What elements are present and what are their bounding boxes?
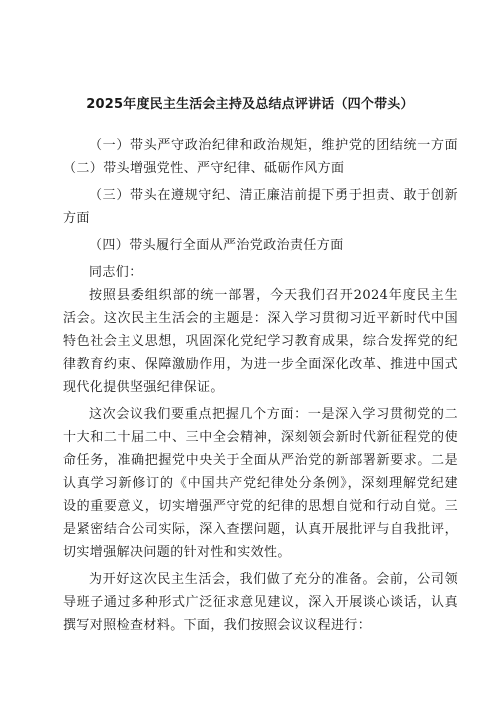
document-body <box>63 134 458 637</box>
section-heading-1-2: （一）带头严守政治纪律和政治规矩，维护党的团结统一方面（二）带头增强党性、严守纪律、砥砺作风方面 <box>63 138 458 176</box>
section-heading-4: （四）带头履行全面从严治党政治责任方面 <box>89 238 344 253</box>
greeting: 同志们： <box>89 265 143 280</box>
paragraph-1: 按照县委组织部的统一部署，今天我们召开2024年度民主生活会。这次民主生活会的主题是：深入学习贯彻习近平新时代中国特色社会主义思想，巩固深化党纪学习教育成果，综合发挥党的纪律教育约束、保障激励作用，为进一步全面深化改革、推进中国式现代化提供坚强纪律保证。 <box>63 288 458 395</box>
paragraph-3: 为开好这次民主生活会，我们做了充分的准备。会前，公司领导班子通过多种形式广泛征求意见建议，深入开展谈心谈话，认真撰写对照检查材料。下面，我们按照会议议程进行： <box>63 572 458 633</box>
document-title: 2025年度民主生活会主持及总结点评讲话（四个带头） <box>86 97 414 112</box>
paragraph-2: 这次会议我们要重点把握几个方面：一是深入学习贯彻党的二十大和二十届二中、三中全会精神，深刻领会新时代新征程党的使命任务，准确把握党中央关于全面从严治党的新部署新要求。二是认真学习新修订的《中国共产党纪律处分条例》，深刻理解党纪建设的重要意义，切实增强严守党的纪律的思想自觉和行动自觉。三是紧密结合公司实际，深入查摆问题，认真开展批评与自我批评，切实增强解决问题的针对性和实效性。 <box>63 407 458 560</box>
section-heading-3: （三）带头在遵规守纪、清正廉洁前提下勇于担责、敢于创新方面 <box>63 188 458 226</box>
